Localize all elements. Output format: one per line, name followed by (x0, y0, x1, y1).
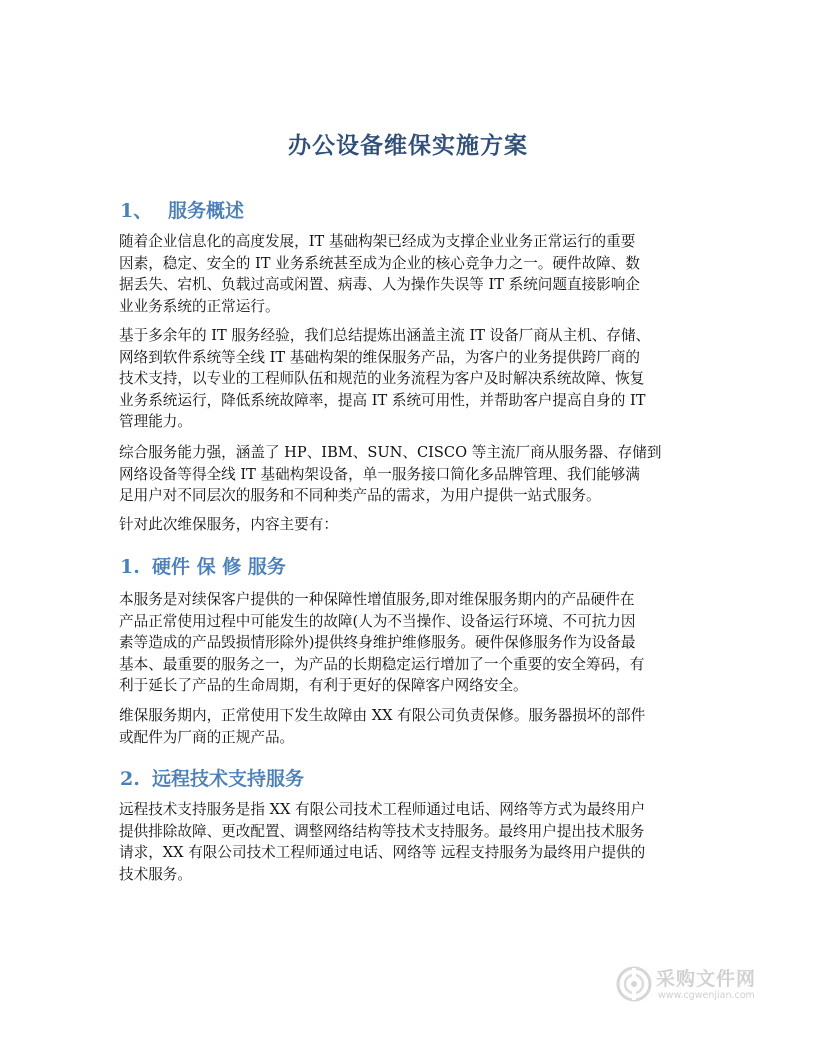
text-line: 随着企业信息化的高度发展，IT 基础构架已经成为支撑企业业务正常运行的重要 (119, 233, 636, 250)
text-line: 技术服务。 (119, 865, 192, 883)
text-line: 利于延长了产品的生命周期，有利于更好的保障客户网络安全。 (119, 677, 528, 694)
section-title: 服务概述 (168, 200, 245, 222)
paragraph (119, 231, 699, 317)
page-title: 办公设备维保实施方案 (288, 132, 528, 159)
text-line: 因素，稳定、安全的 IT 业务系统甚至成为企业的核心竞争力之一。硬件故障、数 (119, 254, 640, 272)
paragraph (119, 589, 699, 697)
text-line: 综合服务能力强，涵盖了 HP、IBM、SUN、CISCO 等主流厂商从服务器、存储到 (119, 444, 662, 461)
text-line: 网络到软件系统等全线 IT 基础构架的维保服务产品，为客户的业务提供跨厂商的 (119, 348, 640, 366)
section-heading (120, 552, 286, 579)
text-line: 网络设备等得全线 IT 基础构架设备，单一服务接口简化多品牌管理、我们能够满 (119, 465, 640, 483)
text-line: 业务系统运行，降低系统故障率，提高 IT 系统可用性，并帮助客户提高自身的 IT (119, 391, 646, 409)
text-line: 远程技术支持服务是指 XX 有限公司技术工程师通过电话、网络等方式为最终用户 (119, 801, 646, 818)
text-line: 提供排除故障、更改配置、调整网络结构等技术支持服务。最终用户提出技术服务 (119, 822, 645, 840)
section-heading (120, 196, 244, 223)
watermark (612, 962, 772, 1006)
watermark-text: 采购文件网 (656, 968, 757, 990)
text-line: 技术支持，以专业的工程师队伍和规范的业务流程为客户及时解决系统故障、恢复 (119, 370, 645, 387)
paragraph (119, 705, 699, 748)
paragraph (119, 325, 699, 433)
text-line: 产品正常使用过程中可能发生的故障(人为不当操作、设备运行环境、不可抗力因 (119, 612, 636, 630)
section-number: 2. (120, 768, 140, 790)
paragraph (119, 442, 699, 507)
section-title: 远程技术支持服务 (152, 768, 305, 790)
text-line: 据丢失、宕机、负载过高或闲置、病毒、人为操作失误等 IT 系统问题直接影响企 (119, 276, 640, 293)
section-title: 硬件 保 修 服务 (152, 556, 286, 578)
text-line: 或配件为厂商的正规产品。 (119, 728, 295, 746)
paragraph (119, 514, 699, 536)
text-line: 基于多余年的 IT 服务经验，我们总结提炼出涵盖主流 IT 设备厂商从主机、存储、 (119, 327, 651, 344)
section-number: 1、 (120, 200, 153, 222)
section-number: 1. (120, 556, 140, 578)
text-line: 请求，XX 有限公司技术工程师通过电话、网络等 远程支持服务为最终用户提供的 (119, 844, 646, 861)
watermark-logo-icon (614, 964, 654, 1004)
watermark-url: www.cgwenjian.com (658, 990, 755, 1001)
text-line: 足用户对不同层次的服务和不同种类产品的需求，为用户提供一站式服务。 (119, 487, 601, 504)
section-heading (120, 764, 304, 791)
text-line: 基本、最重要的服务之一，为产品的长期稳定运行增加了一个重要的安全筹码，有 (119, 655, 645, 673)
text-line: 维保服务期内，正常使用下发生故障由 XX 有限公司负责保修。服务器损坏的部件 (119, 707, 646, 724)
text-line: 管理能力。 (119, 413, 192, 430)
text-line: 素等造成的产品毁损情形除外)提供终身维护维修服务。硬件保修服务作为设备最 (119, 634, 636, 651)
paragraph (119, 799, 699, 885)
text-line: 针对此次维保服务，内容主要有： (119, 516, 338, 533)
text-line: 本服务是对续保客户提供的一种保障性增值服务,即对维保服务期内的产品硬件在 (119, 591, 635, 608)
text-line: 业业务系统的正常运行。 (119, 297, 280, 315)
